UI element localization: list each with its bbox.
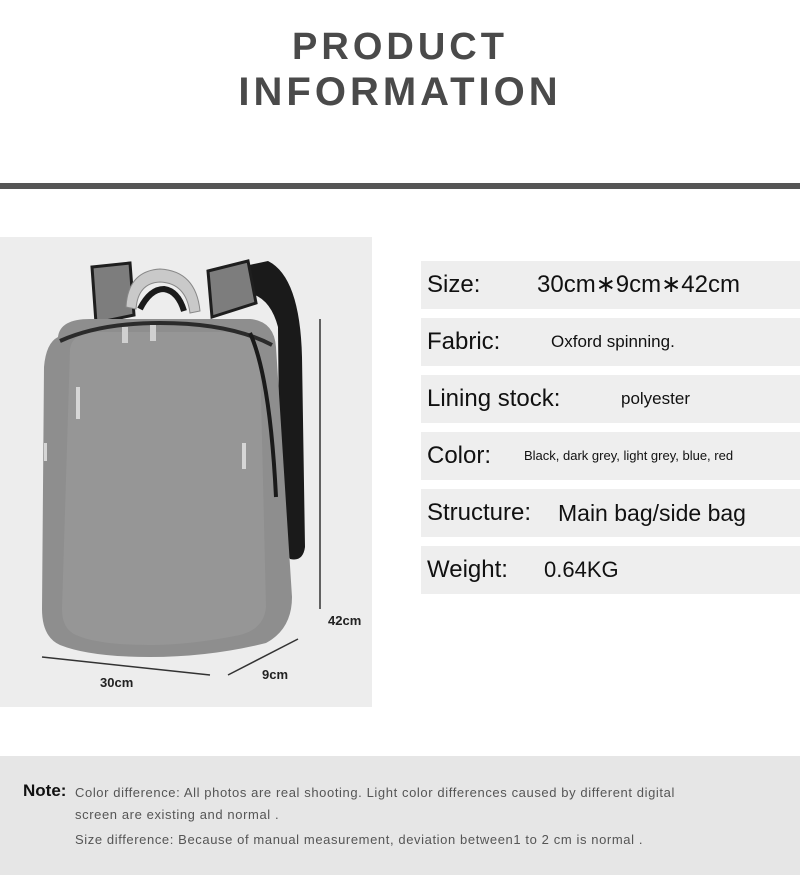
- backpack-illustration: [0, 237, 372, 707]
- dimension-depth: 9cm: [262, 667, 289, 682]
- spec-label: Fabric:: [427, 328, 501, 355]
- spec-value: polyester: [621, 389, 690, 408]
- spec-row-weight: [421, 546, 800, 594]
- spec-row-lining: [421, 375, 800, 423]
- note-section: [0, 756, 800, 875]
- product-photo: [0, 237, 372, 707]
- dimension-height: 42cm: [328, 613, 362, 628]
- spec-value: Main bag/side bag: [558, 500, 746, 526]
- spec-label: Weight:: [427, 556, 508, 583]
- spec-label: Color:: [427, 442, 492, 469]
- dimension-width: 30cm: [100, 675, 134, 690]
- title-line-1: PRODUCT: [292, 26, 508, 68]
- spec-label: Lining stock:: [427, 385, 561, 412]
- spec-row-structure: [421, 489, 800, 537]
- spec-row-size: [421, 261, 800, 309]
- note-label: Note:: [23, 781, 67, 800]
- header-divider: [0, 183, 800, 189]
- spec-label: Size:: [427, 271, 481, 298]
- spec-row-color: [421, 432, 800, 480]
- spec-label: Structure:: [427, 499, 532, 526]
- spec-value: Oxford spinning.: [551, 332, 675, 351]
- spec-value: 30cm∗9cm∗42cm: [537, 271, 740, 298]
- note-line-2: screen are existing and normal .: [75, 807, 280, 822]
- title-line-2: INFORMATION: [238, 70, 562, 114]
- note-line-1: Color difference: All photos are real shooting. Light color differences caused by different digital: [75, 785, 675, 800]
- spec-value: Black, dark grey, light grey, blue, red: [524, 448, 734, 463]
- note-line-3: Size difference: Because of manual measurement, deviation between1 to 2 cm is normal .: [75, 832, 644, 847]
- spec-value: 0.64KG: [544, 557, 619, 582]
- spec-row-fabric: [421, 318, 800, 366]
